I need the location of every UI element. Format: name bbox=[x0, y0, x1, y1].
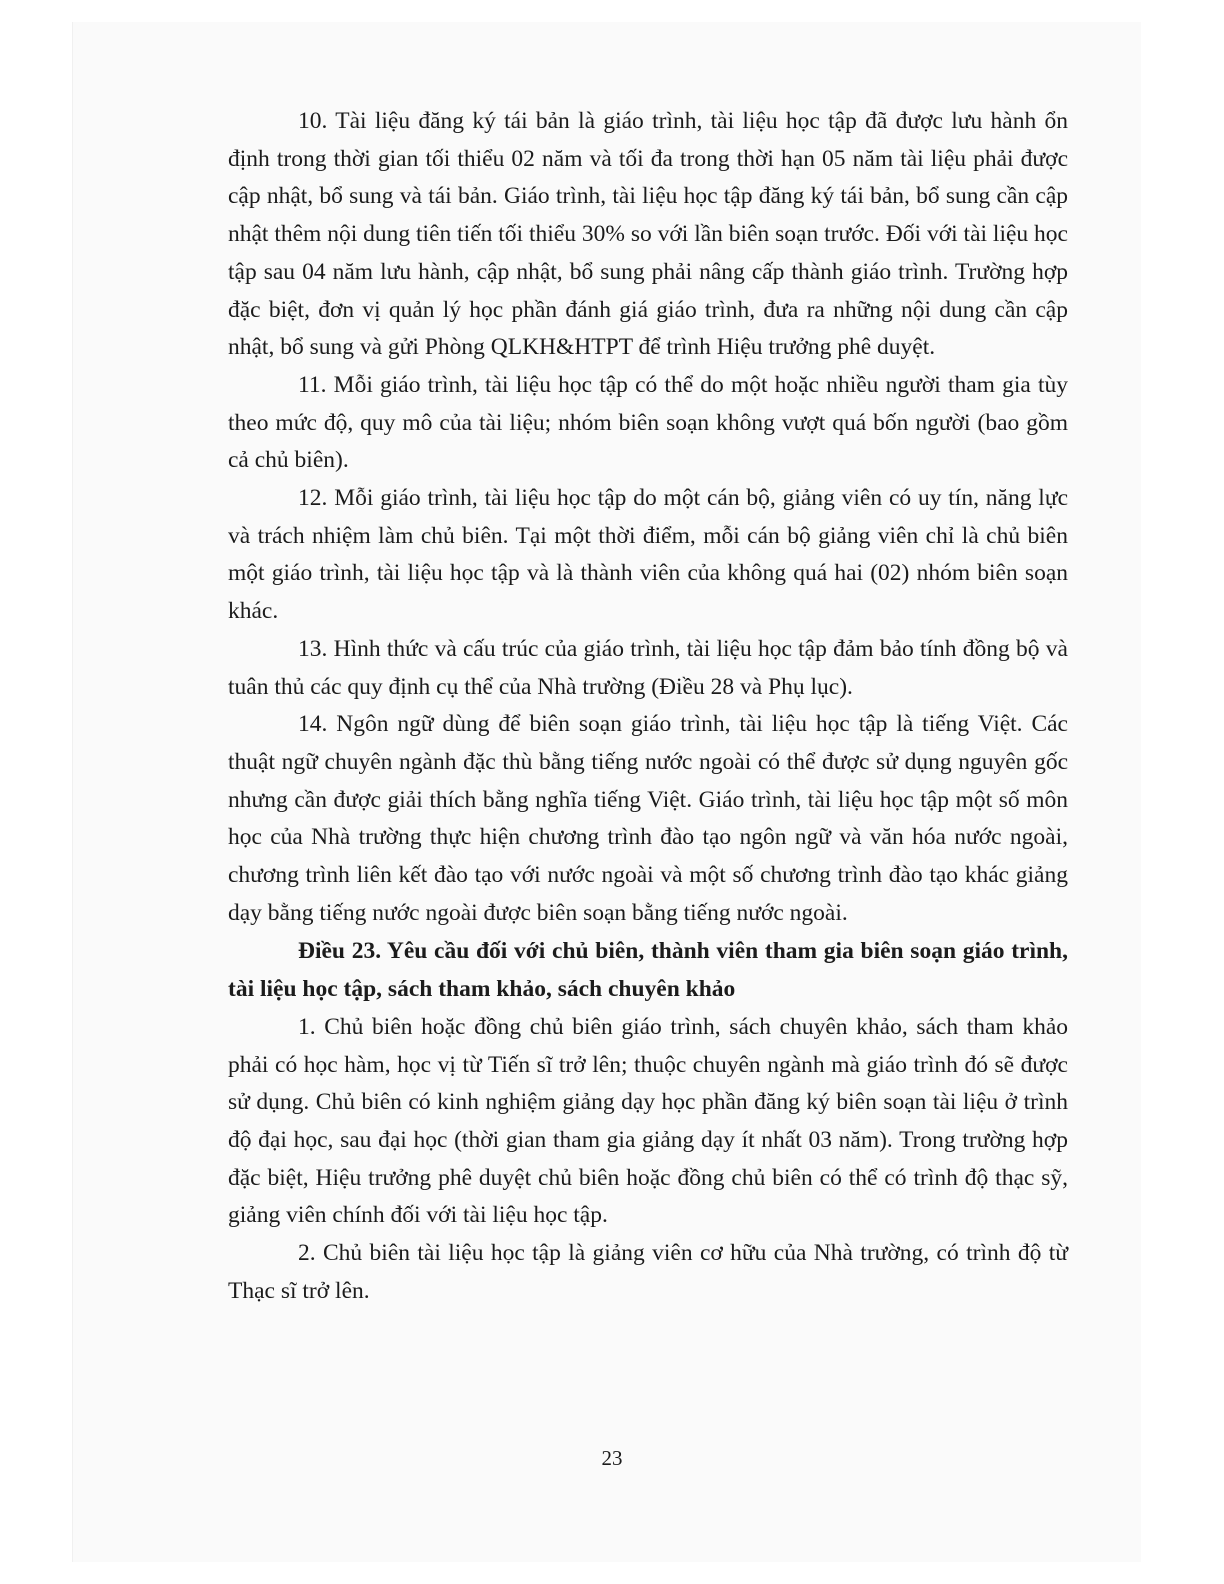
paragraph-11: 11. Mỗi giáo trình, tài liệu học tập có thể do một hoặc nhiều người tham gia tùy theo mức độ, quy mô của tài liệu; nhóm biên soạn không vượt quá bốn người (bao gồm cả chủ biên). bbox=[228, 371, 1068, 474]
article-23-clause-2: 2. Chủ biên tài liệu học tập là giảng viên cơ hữu của Nhà trường, có trình độ từ Thạc sĩ trở lên. bbox=[228, 1240, 1068, 1304]
document-body bbox=[228, 103, 1068, 1311]
article-23-heading: Điều 23. Yêu cầu đối với chủ biên, thành viên tham gia biên soạn giáo trình, tài liệu học tập, sách tham khảo, sách chuyên khảo bbox=[228, 938, 1068, 1003]
paragraph-10: 10. Tài liệu đăng ký tái bản là giáo trình, tài liệu học tập đã được lưu hành ổn định trong thời gian tối thiểu 02 năm và tối đa trong thời hạn 05 năm tài liệu phải được cập nhật, bổ sung và tái bản. Giáo trình, tài liệu học tập đăng ký tái bản, bổ sung cần cập nhật thêm nội dung tiên tiến tối thiểu 30% so với lần biên soạn trước. Đối với tài liệu học tập sau 04 năm lưu hành, cập nhật, bổ sung phải nâng cấp thành giáo trình. Trường hợp đặc biệt, đơn vị quản lý học phần đánh giá giáo trình, đưa ra những nội dung cần cập nhật, bổ sung và gửi Phòng QLKH&HTPT để trình Hiệu trưởng phê duyệt. bbox=[228, 108, 1068, 361]
paragraph-14: 14. Ngôn ngữ dùng để biên soạn giáo trình, tài liệu học tập là tiếng Việt. Các thuật ngữ chuyên ngành đặc thù bằng tiếng nước ngoài có thể được sử dụng nguyên gốc nhưng cần được giải thích bằng nghĩa tiếng Việt. Giáo trình, tài liệu học tập một số môn học của Nhà trường thực hiện chương trình đào tạo ngôn ngữ và văn hóa nước ngoài, chương trình liên kết đào tạo với nước ngoài và một số chương trình đào tạo khác giảng dạy bằng tiếng nước ngoài được biên soạn bằng tiếng nước ngoài. bbox=[228, 711, 1068, 926]
article-23-clause-1: 1. Chủ biên hoặc đồng chủ biên giáo trình, sách chuyên khảo, sách tham khảo phải có học hàm, học vị từ Tiến sĩ trở lên; thuộc chuyên ngành mà giáo trình đó sẽ được sử dụng. Chủ biên có kinh nghiệm giảng dạy học phần đăng ký biên soạn tài liệu ở trình độ đại học, sau đại học (thời gian tham gia giảng dạy ít nhất 03 năm). Trong trường hợp đặc biệt, Hiệu trưởng phê duyệt chủ biên hoặc đồng chủ biên có thể có trình độ thạc sỹ, giảng viên chính đối với tài liệu học tập. bbox=[228, 1013, 1068, 1229]
page-number: 23 bbox=[601, 1446, 623, 1470]
paragraph-13: 13. Hình thức và cấu trúc của giáo trình, tài liệu học tập đảm bảo tính đồng bộ và tuân thủ các quy định cụ thể của Nhà trường (Điều 28 và Phụ lục). bbox=[228, 635, 1068, 700]
paragraph-12: 12. Mỗi giáo trình, tài liệu học tập do một cán bộ, giảng viên có uy tín, năng lực và trách nhiệm làm chủ biên. Tại một thời điểm, mỗi cán bộ giảng viên chỉ là chủ biên một giáo trình, tài liệu học tập và là thành viên của không quá hai (02) nhóm biên soạn khác. bbox=[228, 485, 1068, 625]
